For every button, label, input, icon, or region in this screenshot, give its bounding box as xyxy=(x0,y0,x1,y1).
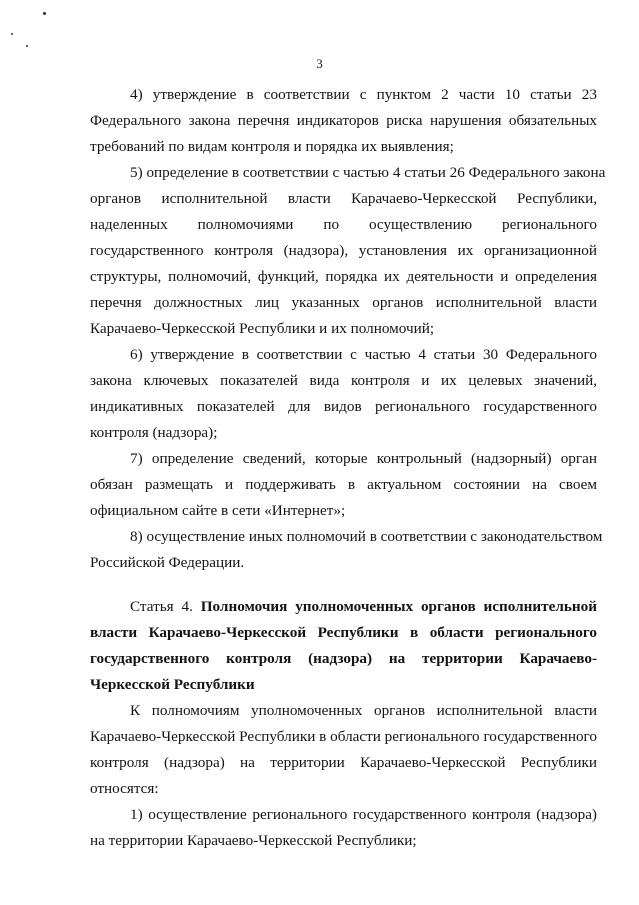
paragraph-8-line: 8) осуществление иных полномочий в соответствии с законодательством xyxy=(130,528,603,545)
scan-speck xyxy=(43,12,46,15)
article-title-line: государственного контроля (надзора) на территории Карачаево- xyxy=(90,650,597,667)
paragraph-7-line: 7) определение сведений, которые контрольный (надзорный) орган xyxy=(130,450,597,467)
article-item-1-line: 1) осуществление регионального государственного контроля (надзора) xyxy=(130,806,597,823)
paragraph-7-line: официальном сайте в сети «Интернет»; xyxy=(90,502,346,519)
paragraph-5-line: 5) определение в соответствии с частью 4 статьи 26 Федерального закона xyxy=(130,164,606,181)
article-paragraph-line: К полномочиям уполномоченных органов исполнительной власти xyxy=(130,702,597,719)
paragraph-6-line: 6) утверждение в соответствии с частью 4 статьи 30 Федерального xyxy=(130,346,597,363)
paragraph-8-line: Российской Федерации. xyxy=(90,554,245,571)
paragraph-5-line: органов исполнительной власти Карачаево-Черкесской Республики, xyxy=(90,190,597,207)
paragraph-6-line: индикативных показателей для видов регионального государственного xyxy=(90,398,597,415)
paragraph-6-line: закона ключевых показателей вида контроля и их целевых значений, xyxy=(90,372,597,389)
paragraph-5-line: структуры, полномочий, функций, порядка их деятельности и определения xyxy=(90,268,597,285)
scan-speck xyxy=(11,33,13,35)
paragraph-5-line: наделенных полномочиями по осуществлению регионального xyxy=(90,216,597,233)
paragraph-6-line: контроля (надзора); xyxy=(90,424,218,441)
paragraph-4-line: Федерального закона перечня индикаторов риска нарушения обязательных xyxy=(90,112,597,129)
article-title-text: Полномочия уполномоченных органов исполнительной xyxy=(200,598,598,615)
paragraph-5-line: Карачаево-Черкесской Республики и их полномочий; xyxy=(90,320,435,337)
article-paragraph-line: контроля (надзора) на территории Карачаево-Черкесской Республики xyxy=(90,754,597,771)
article-label: Статья 4. xyxy=(130,598,193,615)
paragraph-4-line: требований по видам контроля и порядка их выявления; xyxy=(90,138,454,155)
page-number: 3 xyxy=(316,56,323,71)
paragraph-4-line: 4) утверждение в соответствии с пунктом 2 части 10 статьи 23 xyxy=(130,86,597,103)
article-item-1-line: на территории Карачаево-Черкесской Республики; xyxy=(90,832,417,849)
paragraph-5-line: государственного контроля (надзора), установления их организационной xyxy=(90,242,597,259)
article-heading-line xyxy=(130,598,597,616)
paragraph-5-line: перечня должностных лиц указанных органов исполнительной власти xyxy=(90,294,597,311)
article-paragraph-line: относятся: xyxy=(90,780,159,797)
article-paragraph-line: Карачаево-Черкесской Республики в области регионального государственного xyxy=(90,728,597,745)
article-title-line: Черкесской Республики xyxy=(90,676,255,693)
scan-speck xyxy=(26,45,28,47)
article-title-line: власти Карачаево-Черкесской Республики в области регионального xyxy=(90,624,597,641)
paragraph-7-line: обязан размещать и поддерживать в актуальном состоянии на своем xyxy=(90,476,597,493)
